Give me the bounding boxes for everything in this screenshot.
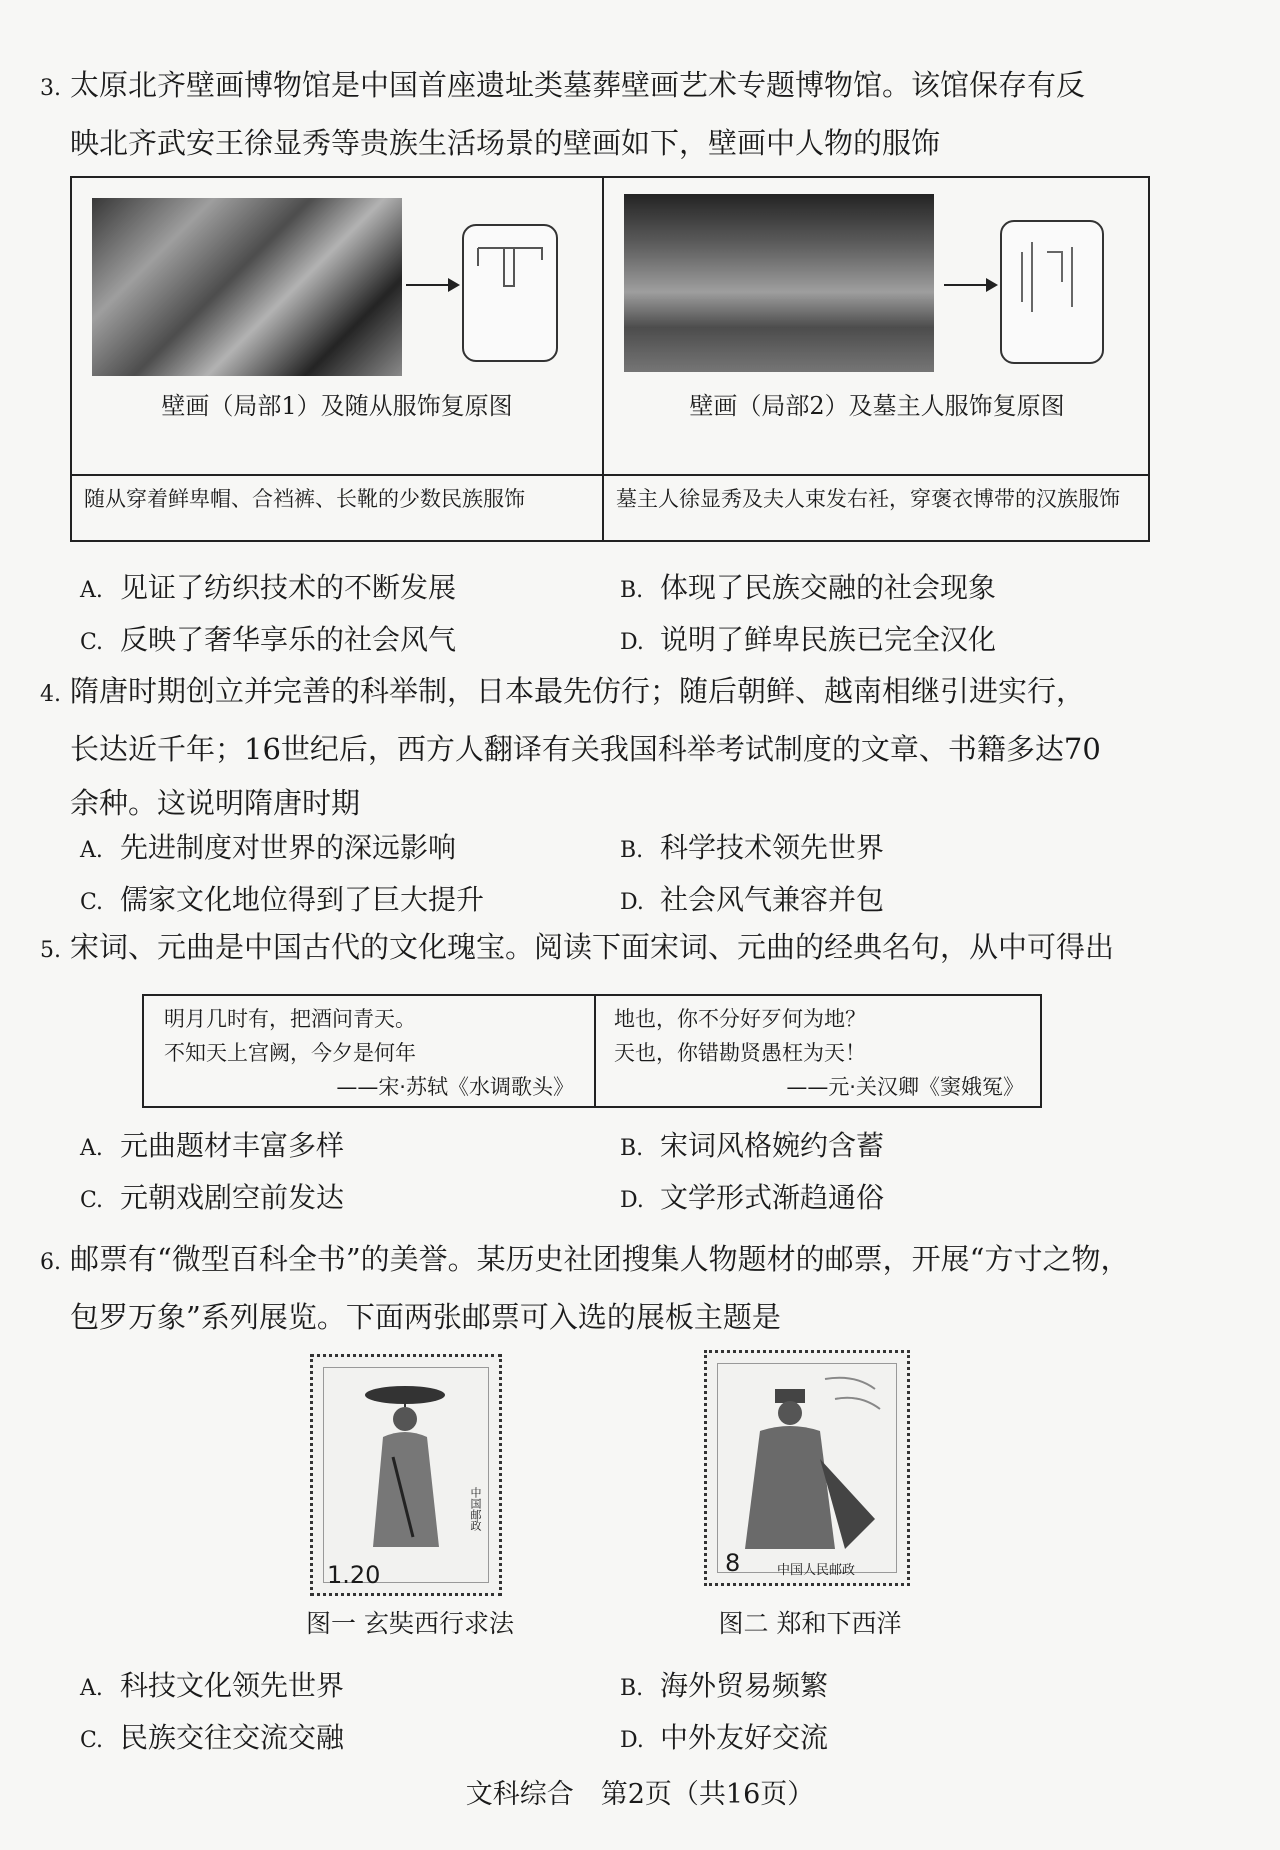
stamp-xuanzang: 1.20 中国邮政 [310,1354,502,1596]
option-a[interactable]: A. 元曲题材丰富多样 [80,1129,345,1162]
question-text-line: 余种。这说明隋唐时期 [70,786,361,820]
arrow-icon [944,284,996,286]
options-q3 [80,560,1180,664]
question-number: 6. [40,1250,61,1275]
option-a[interactable]: A. 先进制度对世界的深远影响 [80,831,457,864]
mural-image-1 [92,198,402,376]
option-d[interactable]: D. 中外友好交流 [620,1721,829,1754]
option-a[interactable]: A. 科技文化领先世界 [80,1669,345,1702]
question-6 [40,1232,1200,1344]
option-a[interactable]: A. 见证了纺织技术的不断发展 [80,571,457,604]
question-text-line: 长达近千年；16世纪后，西方人翻译有关我国科举考试制度的文章、书籍多达70 [70,732,1101,766]
costume-drawing-2 [1000,220,1104,364]
question-text-line: 邮票有“微型百科全书”的美誉。某历史社团搜集人物题材的邮票，开展“方寸之物， [70,1242,1130,1276]
table-divider [594,996,596,1106]
question-text-line: 隋唐时期创立并完善的科举制，日本最先仿行；随后朝鲜、越南相继引进实行， [70,674,1086,708]
option-d[interactable]: D. 文学形式渐趋通俗 [620,1181,885,1214]
question-text-line: 包罗万象”系列展览。下面两张邮票可入选的展板主题是 [70,1300,781,1334]
poem-table [142,994,1042,1108]
options-q6 [80,1658,1180,1762]
option-b[interactable]: B. 体现了民族交融的社会现象 [620,571,997,604]
stamp-zhenghe: 8 中国人民邮政 [704,1350,910,1586]
question-text-line: 映北齐武安王徐显秀等贵族生活场景的壁画如下，壁画中人物的服饰 [70,126,941,160]
options-q5 [80,1118,1180,1222]
question-number: 4. [40,682,61,707]
option-c[interactable]: C. 儒家文化地位得到了巨大提升 [80,883,485,916]
option-d[interactable]: D. 社会风气兼容并包 [620,883,885,916]
admiral-figure-icon [725,1369,895,1559]
note-left: 随从穿着鲜卑帽、合裆裤、长靴的少数民族服饰 [84,487,525,511]
mural-caption-2: 壁画（局部2）及墓主人服饰复原图 [689,392,1065,420]
question-5 [40,920,1200,978]
page-footer: 文科综合 第2页（共16页） [465,1779,815,1810]
yuan-qu-quote: 地也，你不分好歹何为地？ 天也，你错勘贤愚枉为天！ ——元·关汉卿《窦娥冤》 [614,1007,1024,1099]
option-c[interactable]: C. 民族交往交流交融 [80,1721,345,1754]
options-q4 [80,820,1180,924]
stamp-caption-2: 图二 郑和下西洋 [718,1609,902,1638]
question-3 [40,58,1200,170]
mural-image-2 [624,194,934,372]
option-b[interactable]: B. 海外贸易频繁 [620,1669,829,1702]
option-b[interactable]: B. 宋词风格婉约含蓄 [620,1129,885,1162]
option-c[interactable]: C. 反映了奢华享乐的社会风气 [80,623,457,656]
option-d[interactable]: D. 说明了鲜卑民族已完全汉化 [620,623,997,656]
question-number: 3. [40,76,61,101]
question-4 [40,664,1200,830]
mural-caption-1: 壁画（局部1）及随从服饰复原图 [161,392,513,420]
song-ci-quote: 明月几时有，把酒问青天。 不知天上宫阙，今夕是何年 ——宋·苏轼《水调歌头》 [164,1007,574,1099]
question-text-line: 宋词、元曲是中国古代的文化瑰宝。阅读下面宋词、元曲的经典名句，从中可得出 [70,930,1115,964]
question-number: 5. [40,938,61,963]
option-b[interactable]: B. 科学技术领先世界 [620,831,885,864]
monk-figure-icon [343,1377,473,1567]
note-right: 墓主人徐显秀及夫人束发右衽，穿褒衣博带的汉族服饰 [616,487,1120,511]
option-c[interactable]: C. 元朝戏剧空前发达 [80,1181,345,1214]
question-text-line: 太原北齐壁画博物馆是中国首座遗址类墓葬壁画艺术专题博物馆。该馆保存有反 [70,68,1086,102]
costume-drawing-1 [462,224,558,362]
mural-table [70,176,1150,542]
table-divider [602,178,604,540]
stamp-caption-1: 图一 玄奘西行求法 [306,1609,514,1638]
arrow-icon [406,284,458,286]
table-divider [72,474,1148,476]
